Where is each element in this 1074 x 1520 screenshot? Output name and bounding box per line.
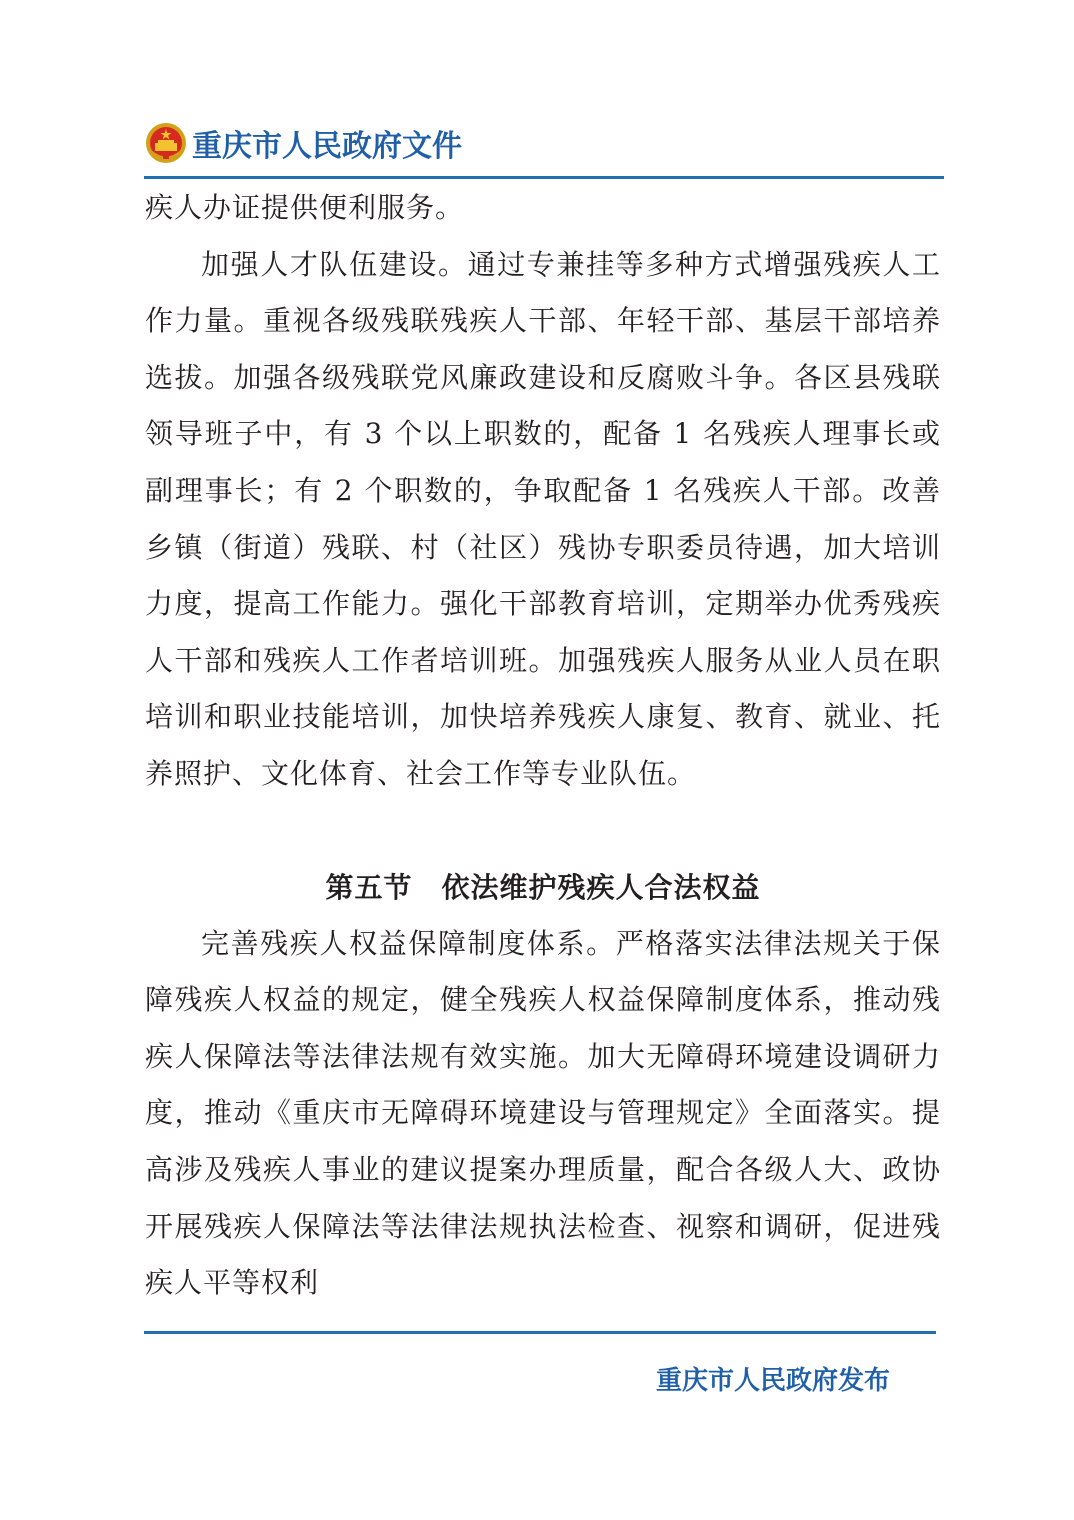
section-title: 第五节 依法维护残疾人合法权益 — [325, 870, 761, 904]
header-rule — [144, 176, 944, 179]
document-header — [144, 118, 944, 168]
footer-publisher: 重庆市人民政府发布 — [655, 1366, 890, 1396]
paragraph: 加强人才队伍建设。通过专兼挂等多种方式增强残疾人工作力量。重视各级残联残疾人干部、年轻干部、基层干部培养选拔。加强各级残联党风廉政建设和反腐败斗争。各区县残联领导班子中，有 3 个以上职数的，配备 1 名残疾人理事长或副理事长；有 2 个职数的，争取配备 1 名残疾人干部。改善乡镇（街道）残联、村（社区）残协专职委员待遇，加大培训力度，提高工作能力。强化干部教育培训，定期举办优秀残疾人干部和残疾人工作者培训班。加强残疾人服务从业人员在职培训和职业技能培训，加快培养残疾人康复、教育、就业、托养照护、文化体育、社会工作等专业队伍。 — [145, 247, 941, 790]
document-body — [145, 180, 941, 1312]
footer-rule — [144, 1331, 936, 1334]
paragraph: 完善残疾人权益保障制度体系。严格落实法律法规关于保障残疾人权益的规定，健全残疾人权益保障制度体系，推动残疾人保障法等法律法规有效实施。加大无障碍环境建设调研力度，推动《重庆市无障碍环境建设与管理规定》全面落实。提高涉及残疾人事业的建议提案办理质量，配合各级人大、政协开展残疾人保障法等法律法规执法检查、视察和调研，促进残疾人平等权利 — [145, 926, 941, 1300]
national-emblem-icon — [144, 121, 188, 165]
header-title: 重庆市人民政府文件 — [192, 129, 462, 164]
paragraph: 疾人办证提供便利服务。 — [145, 191, 465, 224]
